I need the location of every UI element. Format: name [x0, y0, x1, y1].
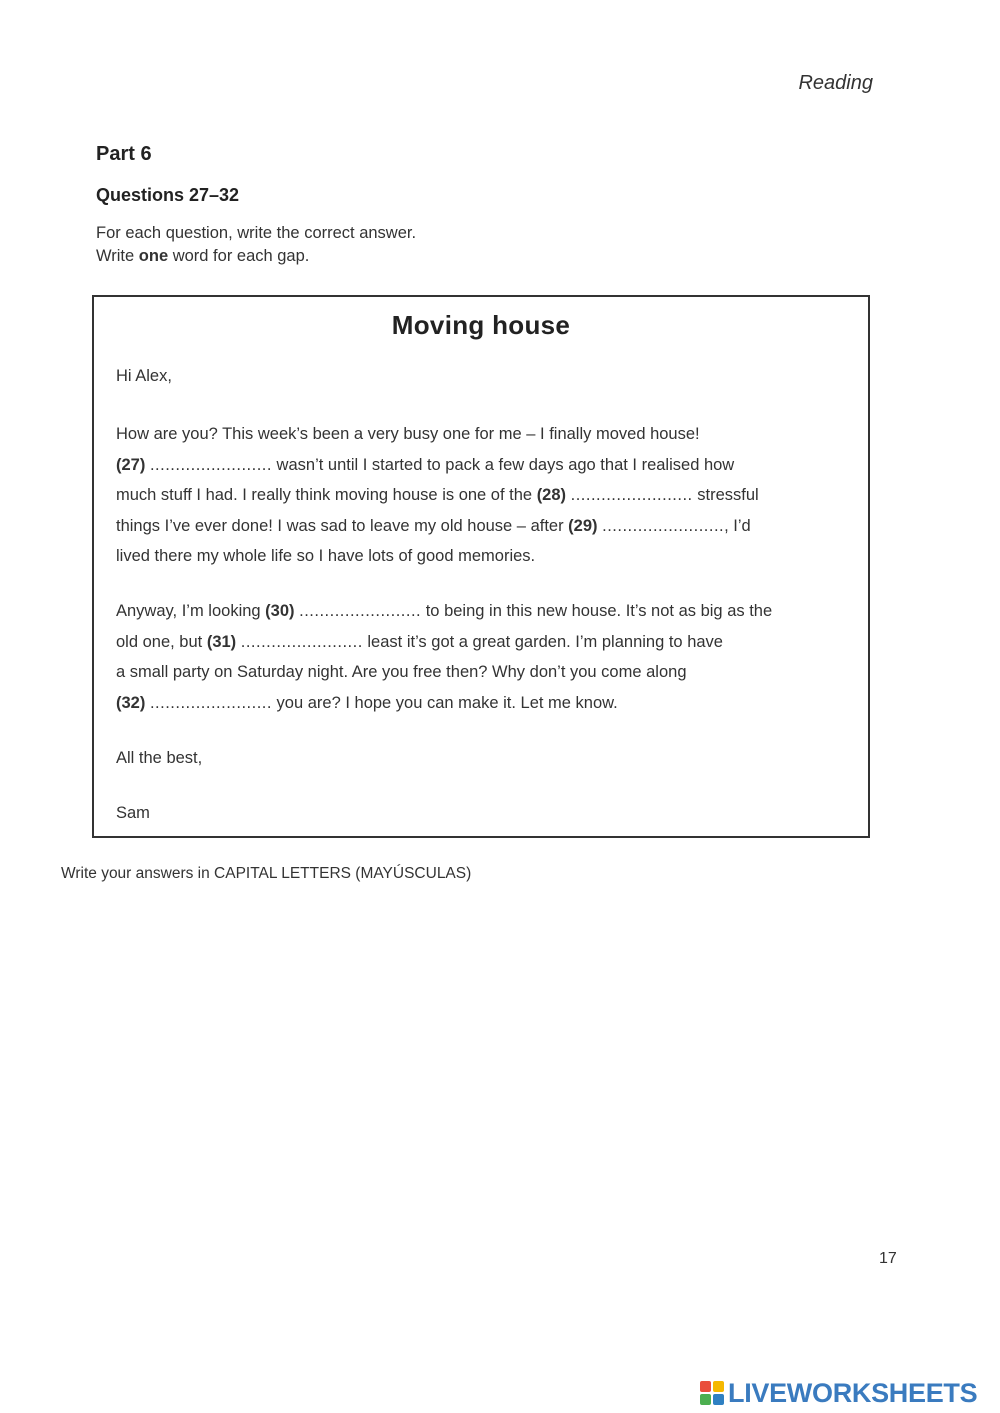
answers-note: Write your answers in CAPITAL LETTERS (MAYÚSCULAS) — [61, 865, 472, 882]
gap-31-input[interactable]: ........................ — [240, 632, 363, 651]
instructions — [96, 222, 416, 268]
logo-square — [713, 1381, 724, 1392]
gap-number-30: (30) — [265, 602, 295, 620]
gap-27-input[interactable]: ........................ — [149, 455, 272, 474]
gap-number-32: (32) — [116, 693, 146, 712]
logo-square — [713, 1394, 724, 1405]
letter-box — [92, 295, 870, 838]
gap-30-input[interactable]: ........................ — [299, 602, 422, 620]
paragraph-line: (27) ........................ wasn’t until I started to pack a few days ago that I realised how — [116, 455, 735, 474]
letter-signature-name: Sam — [116, 804, 150, 822]
paragraph-line: old one, but (31) ........................ least it’s got a great garden. I’m planning to have — [116, 632, 723, 651]
paragraph-line: things I’ve ever done! I was sad to leave my old house – after (29) ........................, I’d — [116, 516, 751, 535]
page-number: 17 — [879, 1250, 897, 1267]
brand-name: LIVEWORKSHEETS — [728, 1378, 978, 1408]
instruction-line-2: Write one word for each gap. — [96, 247, 310, 265]
logo-square — [700, 1381, 711, 1392]
paragraph-line: Anyway, I’m looking (30) ........................ to being in this new house. It’s not as big as the — [116, 602, 773, 620]
paragraph-line: much stuff I had. I really think moving house is one of the (28) ........................ stressful — [116, 486, 759, 504]
gap-number-28: (28) — [536, 486, 567, 504]
gap-29-input[interactable]: ........................ — [602, 516, 725, 535]
liveworksheets-brand[interactable] — [700, 1380, 977, 1406]
gap-32-input[interactable]: ........................ — [149, 693, 272, 712]
instruction-line-1: For each question, write the correct answer. — [96, 224, 417, 242]
gap-number-27: (27) — [116, 455, 146, 474]
letter-paragraph-1 — [116, 419, 854, 572]
paragraph-line: a small party on Saturday night. Are you free then? Why don’t you come along — [116, 663, 687, 681]
paragraph-line: How are you? This week’s been a very busy one for me – I finally moved house! — [116, 425, 700, 443]
letter-signoff: All the best, — [116, 749, 203, 767]
paragraph-line: lived there my whole life so I have lots of good memories. — [116, 547, 536, 565]
letter-title: Moving house — [391, 310, 571, 340]
section-header: Reading — [798, 72, 873, 94]
letter-greeting: Hi Alex, — [116, 367, 172, 385]
letter-paragraph-2 — [116, 596, 854, 718]
part-title: Part 6 — [96, 143, 152, 165]
questions-range: Questions 27–32 — [96, 185, 240, 205]
gap-number-29: (29) — [568, 516, 598, 535]
liveworksheets-logo-icon — [700, 1381, 724, 1405]
gap-28-input[interactable]: ........................ — [570, 486, 693, 504]
gap-number-31: (31) — [206, 632, 237, 651]
paragraph-line: (32) ........................ you are? I hope you can make it. Let me know. — [116, 693, 618, 712]
logo-square — [700, 1394, 711, 1405]
